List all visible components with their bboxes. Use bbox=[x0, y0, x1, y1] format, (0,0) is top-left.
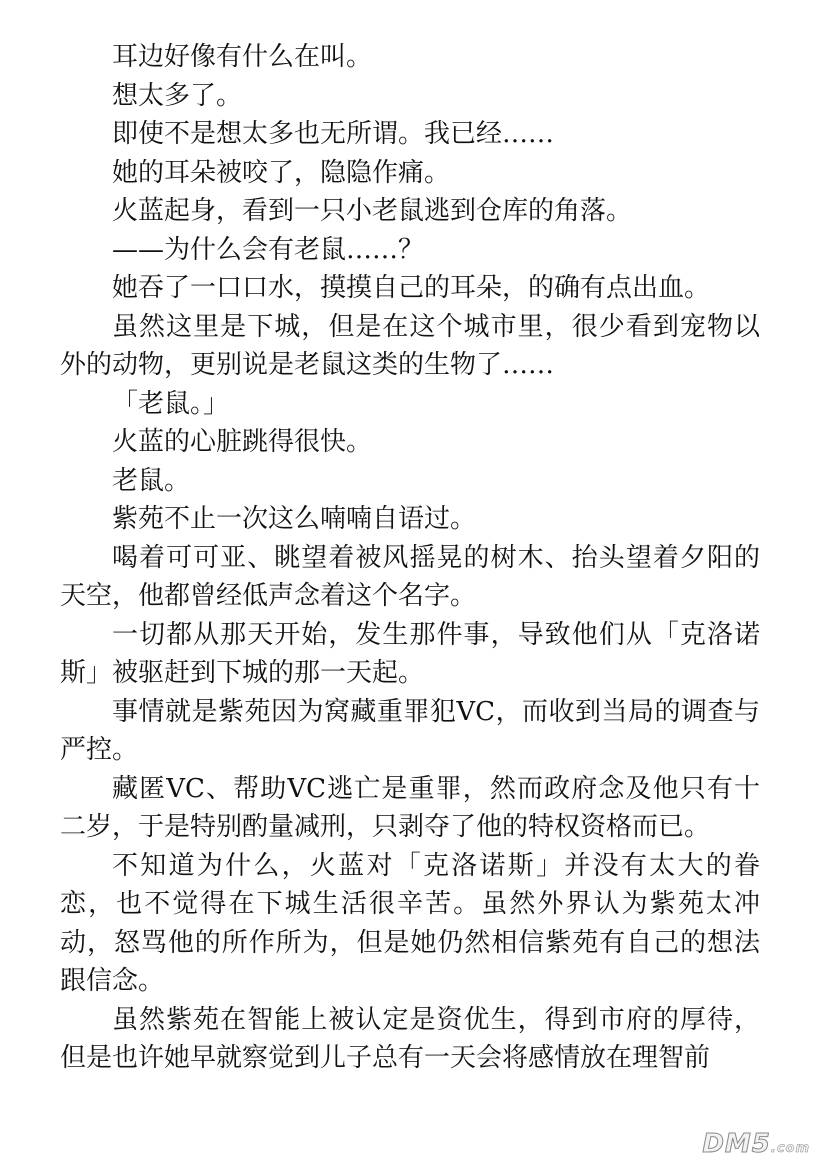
paragraph-15: 事情就是紫苑因为窝藏重罪犯VC，而收到当局的调查与严控。 bbox=[60, 696, 760, 765]
paragraph-3: 即使不是想太多也无所谓。我已经…… bbox=[112, 119, 555, 149]
paragraph-17: 不知道为什么，火蓝对「克洛诺斯」并没有太大的眷恋，也不觉得在下城生活很辛苦。虽然外界认为紫苑太冲动，怒骂他的所作所为，但是她仍然相信紫苑有自己的想法跟信念。 bbox=[60, 850, 760, 996]
paragraph-5: 火蓝起身，看到一只小老鼠逃到仓库的角落。 bbox=[112, 196, 633, 226]
watermark-suffix: .com bbox=[770, 1141, 810, 1156]
paragraph-12: 紫苑不止一次这么喃喃自语过。 bbox=[112, 504, 477, 534]
paragraph-7: 她吞了一口口水，摸摸自己的耳朵，的确有点出血。 bbox=[112, 273, 711, 303]
paragraph-11: 老鼠。 bbox=[112, 465, 191, 496]
site-watermark-logo bbox=[702, 1129, 810, 1159]
paragraph-2: 想太多了。 bbox=[112, 80, 243, 111]
watermark-brand: DM5 bbox=[702, 1129, 771, 1159]
paragraph-10: 火蓝的心脏跳得很快。 bbox=[112, 427, 373, 457]
paragraph-1: 耳边好像有什么在叫。 bbox=[112, 42, 373, 72]
paragraph-8: 虽然这里是下城，但是在这个城市里，很少看到宠物以外的动物，更别说是老鼠这类的生物了…… bbox=[60, 311, 760, 380]
paragraph-9: 「老鼠。」 bbox=[112, 388, 230, 419]
paragraph-14: 一切都从那天开始，发生那件事，导致他们从「克洛诺斯」被驱赶到下城的那一天起。 bbox=[60, 619, 760, 688]
paragraph-16: 藏匿VC、帮助VC逃亡是重罪，然而政府念及他只有十二岁，于是特别酌量减刑，只剥夺了他的特权资格而已。 bbox=[60, 773, 760, 842]
paragraph-4: 她的耳朵被咬了，隐隐作痛。 bbox=[112, 157, 451, 188]
paragraph-18: 虽然紫苑在智能上被认定是资优生，得到市府的厚待，但是也许她早就察觉到儿子总有一天会将感情放在理智前 bbox=[60, 1004, 760, 1073]
document-page bbox=[60, 38, 760, 1078]
paragraph-13: 喝着可可亚、眺望着被风摇晃的树木、抬头望着夕阳的天空，他都曾经低声念着这个名字。 bbox=[60, 542, 760, 611]
paragraph-6: ——为什么会有老鼠……？ bbox=[112, 234, 425, 265]
